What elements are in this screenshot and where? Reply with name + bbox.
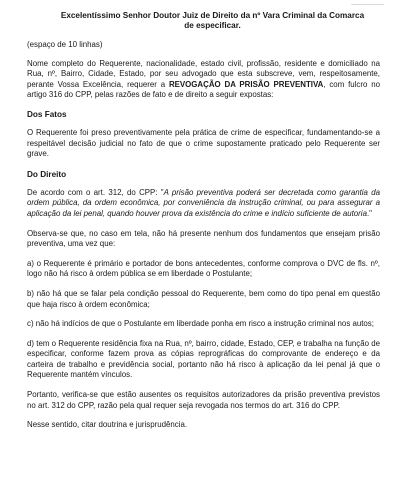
section-heading-fatos: Dos Fatos xyxy=(27,109,67,119)
intro-text-start: Nome completo do Requerente, nacionalidade, estado civil, profissão, residente e domiciliado na Rua, nº, Bairro, Cidade, Estado, por seu advogado que esta subscreve, vem, respeitosamente, perante Vossa Excelência, requerer a xyxy=(27,58,380,89)
intro-request-bold: REVOGAÇÃO DA PRISÃO PREVENTIVA xyxy=(168,79,324,89)
title-line-1: Excelentíssimo Senhor Doutor Juiz de Direito da nº Vara Criminal da Comarca xyxy=(60,11,365,20)
document-title xyxy=(27,0,380,31)
art-intro: De acordo com o art. 312, do CPP: " xyxy=(27,187,164,197)
intro-text-end: , com fulcro no artigo 316 do CPP, pelas razões de fato e de direito a seguir expostas: xyxy=(27,79,380,100)
list-item-b: b) não há que se falar pela condição pessoal do Requerente, bem como do tipo penal em questão que haja risco à ordem econômica; xyxy=(27,288,380,309)
section-heading-direito: Do Direito xyxy=(27,169,67,179)
spacer-note: (espaço de 10 linhas) xyxy=(27,40,103,49)
list-item-a: a) o Requerente é primário e portador de bons antecedentes, conforme comprova o DVC de fls. nº, logo não há risco à ordem pública se em liberdade o Postulante; xyxy=(27,258,380,279)
art-quote-close: ." xyxy=(366,208,372,218)
title-line-2: de especificar. xyxy=(184,21,241,30)
list-item-c: c) não há indícios de que o Postulante em liberdade ponha em risco a instrução criminal nos autos; xyxy=(27,319,374,329)
art-312-quote: A prisão preventiva poderá ser decretada como garantia da ordem pública, da ordem econômica, por conveniência da instrução criminal, ou para assegurar a aplicação da lei penal, quando houver prova da existência do crime e indício suficiente de autoria xyxy=(27,187,380,218)
art-312-paragraph xyxy=(27,188,380,220)
nesse-paragraph: Nesse sentido, citar doutrina e jurisprudência. xyxy=(27,420,188,430)
intro-paragraph xyxy=(27,59,380,101)
list-item-d: d) tem o Requerente residência fixa na Rua, nº, bairro, cidade, Estado, CEP, e trabalha na função de especificar, conforme fazem prova as cópias reprográficas do comprovante de endereço e da carteira de trabalho e previdência social, portanto não há risco à aplicação da lei penal já que o Requerente mantém vínculos. xyxy=(27,338,380,380)
fatos-paragraph: O Requerente foi preso preventivamente pela prática de crime de especificar, fundamentando-se a respeitável decisão judicial no fato de que o crime supostamente praticado pelo Requerente ser grave. xyxy=(27,127,380,159)
header-mark: ___________ xyxy=(351,0,384,6)
observe-paragraph: Observa-se que, no caso em tela, não há presente nenhum dos fundamentos que ensejam prisão preventiva, uma vez que: xyxy=(27,228,380,249)
portanto-paragraph: Portanto, verifica-se que estão ausentes os requisitos autorizadores da prisão preventiva previstos no art. 312 do CPP, razão pela qual requer seja revogada nos termos do art. 316 do CPP. xyxy=(27,390,380,410)
